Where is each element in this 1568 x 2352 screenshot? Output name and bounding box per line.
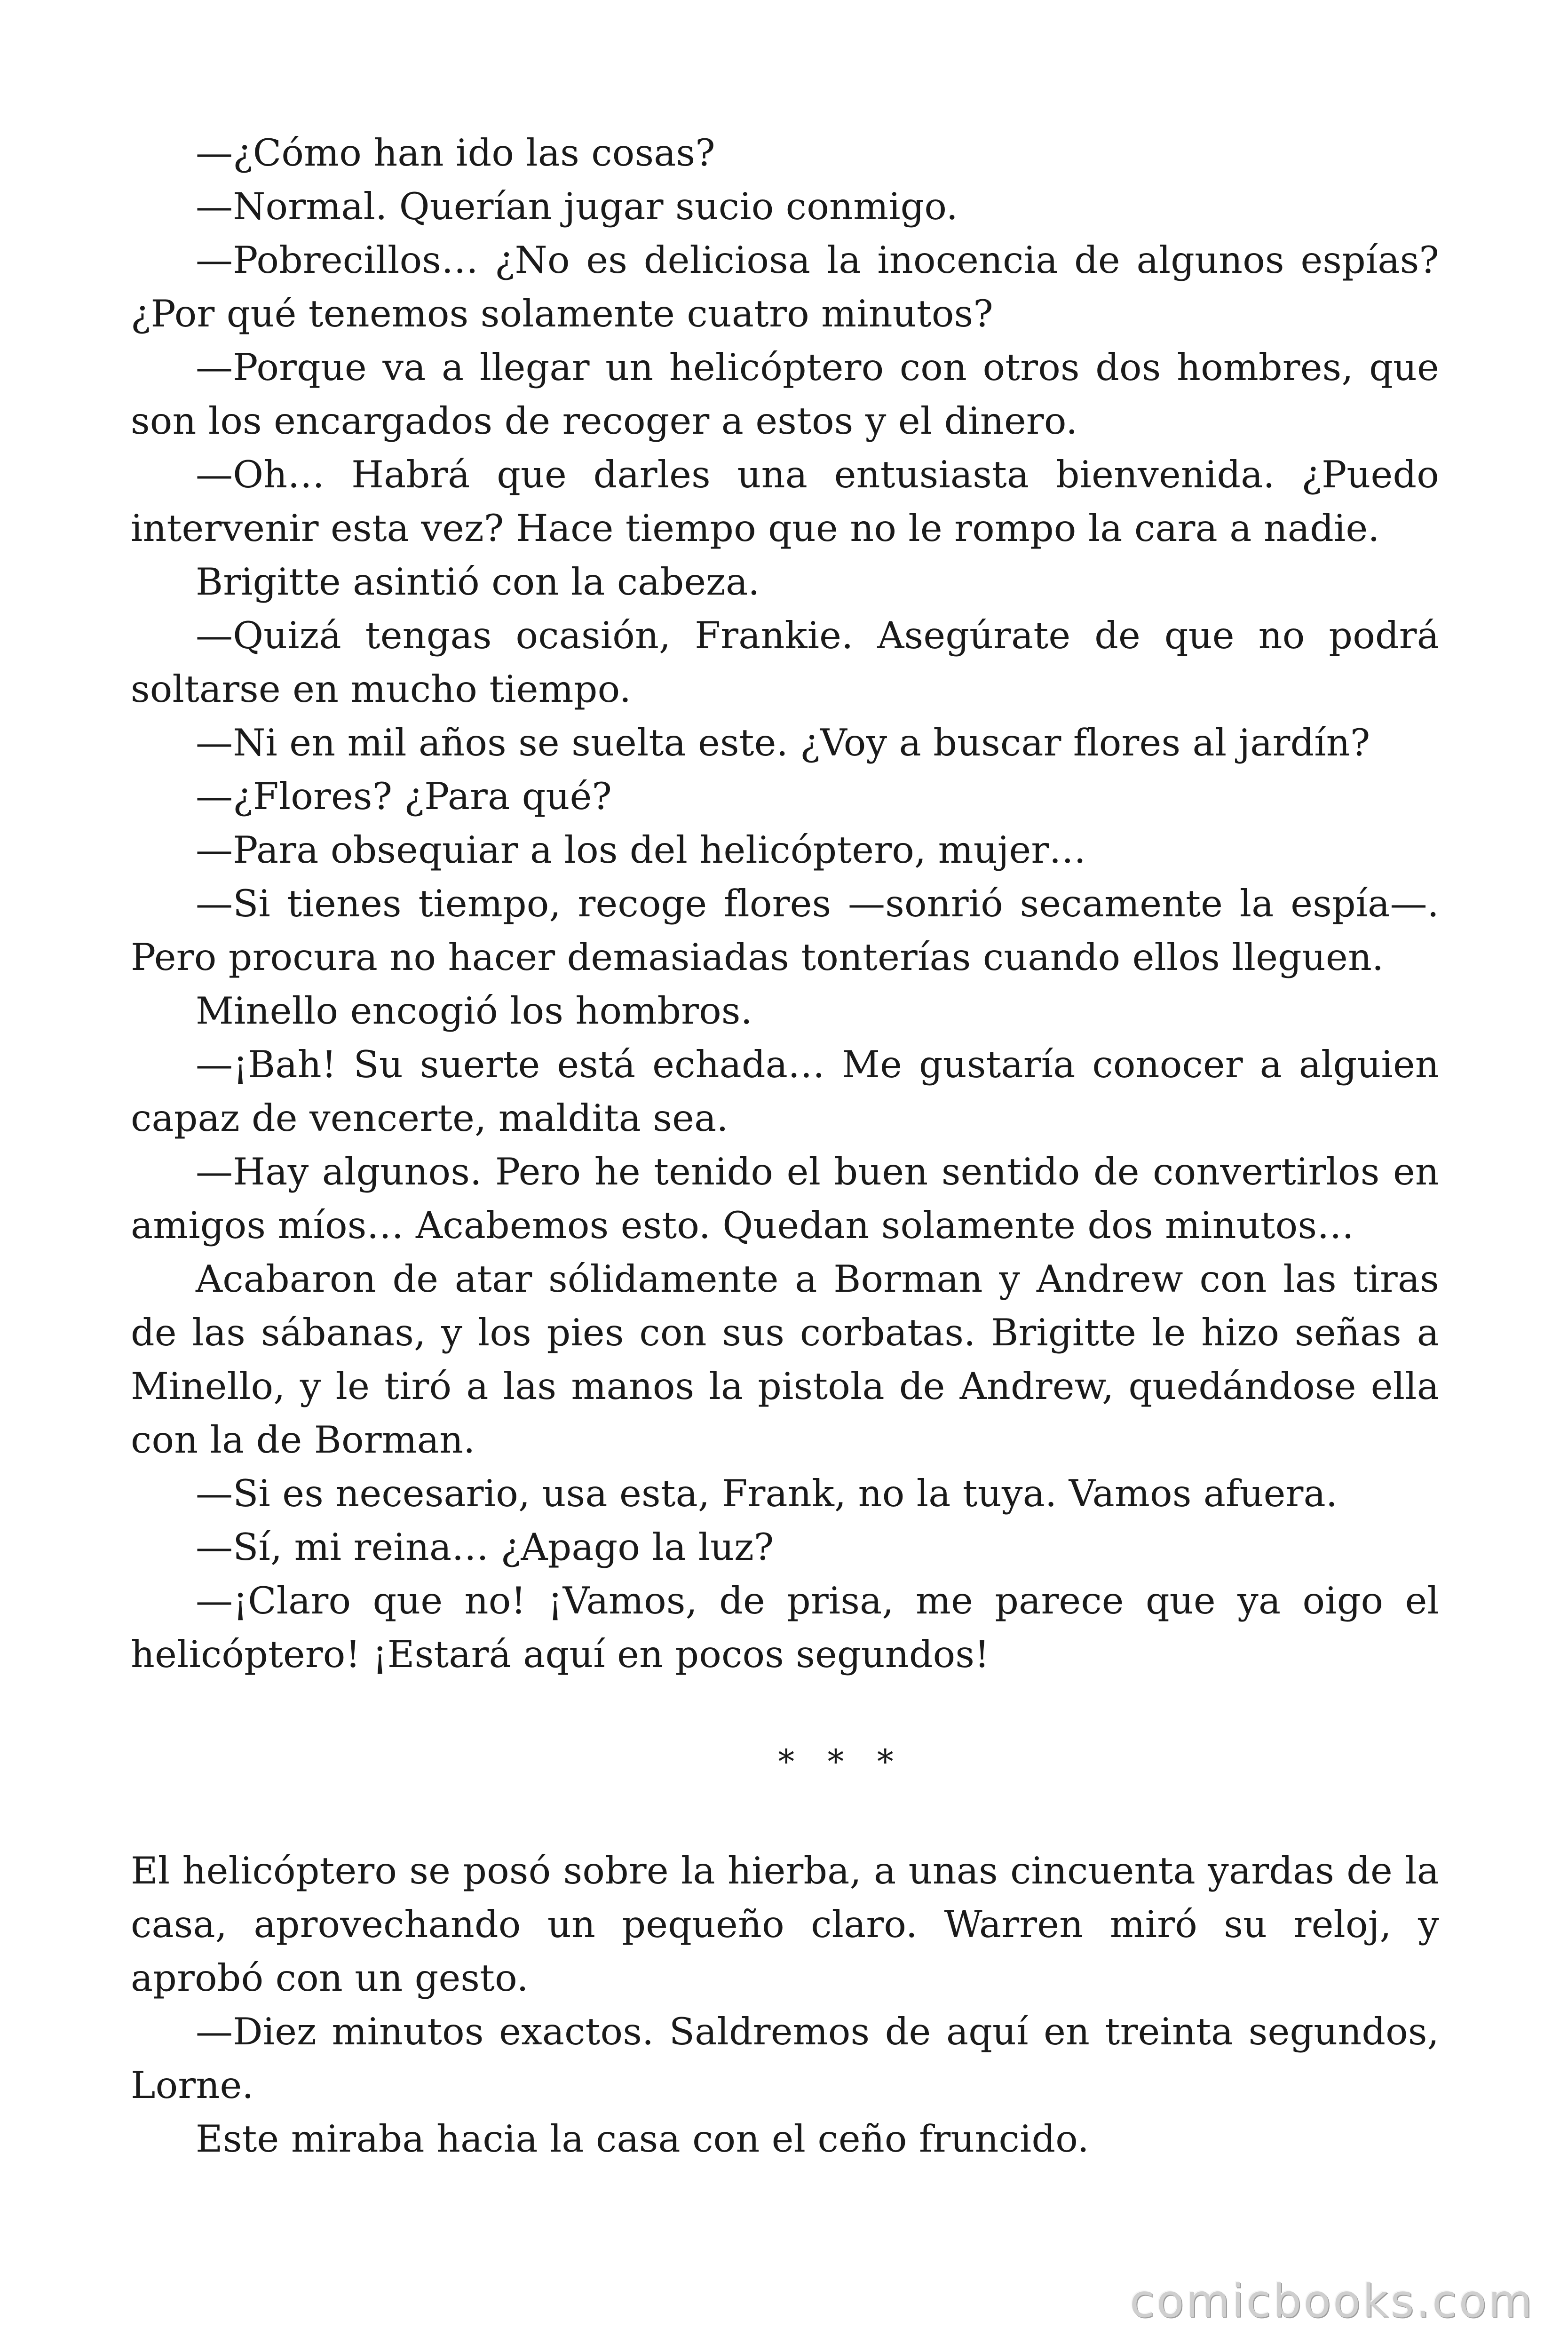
paragraph: —Ni en mil años se suelta este. ¿Voy a buscar flores al jardín? [196,721,1370,764]
paragraph: —Si tienes tiempo, recoge flores —sonrió secamente la espía—. Pero procura no hacer demasiadas tonterías cuando ellos lleguen. [131,882,1439,979]
paragraph: —Hay algunos. Pero he tenido el buen sentido de convertirlos en amigos míos… Acabemos esto. Quedan solamente dos minutos… [131,1150,1439,1247]
paragraph: —Pobrecillos… ¿No es deliciosa la inocencia de algunos espías? ¿Por qué tenemos solamente cuatro minutos? [131,238,1439,335]
paragraphs-before-break [131,126,1439,1681]
paragraph: —Normal. Querían jugar sucio conmigo. [196,185,958,228]
paragraph: Minello encogió los hombros. [196,989,752,1033]
paragraph: —Diez minutos exactos. Saldremos de aquí en treinta segundos, Lorne. [131,2010,1439,2107]
paragraph: Acabaron de atar sólidamente a Borman y Andrew con las tiras de las sábanas, y los pies con sus corbatas. Brigitte le hizo señas a Minello, y le tiró a las manos la pistola de Andrew, quedándose ella con la de Borman. [131,1257,1439,1462]
paragraph: —¡Claro que no! ¡Vamos, de prisa, me parece que ya oigo el helicóptero! ¡Estará aquí en pocos segundos! [131,1579,1439,1676]
paragraphs-after-break [131,1844,1439,2166]
paragraph: —¿Flores? ¿Para qué? [196,775,612,818]
section-break: * * * [778,1742,905,1781]
paragraph: —Oh… Habrá que darles una entusiasta bienvenida. ¿Puedo intervenir esta vez? Hace tiempo que no le rompo la cara a nadie. [131,453,1439,550]
watermark-text: comicbooks.com [1129,2275,1534,2328]
book-page-body [131,126,1439,2166]
paragraph: El helicóptero se posó sobre la hierba, a unas cincuenta yardas de la casa, aprovechando un pequeño claro. Warren miró su reloj, y aprobó con un gesto. [131,1849,1439,2000]
paragraph: —¡Bah! Su suerte está echada… Me gustaría conocer a alguien capaz de vencerte, maldita sea. [131,1043,1439,1140]
paragraph: —Si es necesario, usa esta, Frank, no la tuya. Vamos afuera. [196,1472,1338,1515]
paragraph: —¿Cómo han ido las cosas? [196,131,715,175]
paragraph: —Quizá tengas ocasión, Frankie. Asegúrate de que no podrá soltarse en mucho tiempo. [131,614,1439,711]
paragraph: —Porque va a llegar un helicóptero con otros dos hombres, que son los encargados de recoger a estos y el dinero. [131,346,1439,443]
paragraph: —Sí, mi reina… ¿Apago la luz? [196,1526,774,1569]
paragraph: —Para obsequiar a los del helicóptero, mujer… [196,828,1086,872]
paragraph: Brigitte asintió con la cabeza. [196,560,760,604]
paragraph: Este miraba hacia la casa con el ceño fruncido. [196,2117,1089,2161]
